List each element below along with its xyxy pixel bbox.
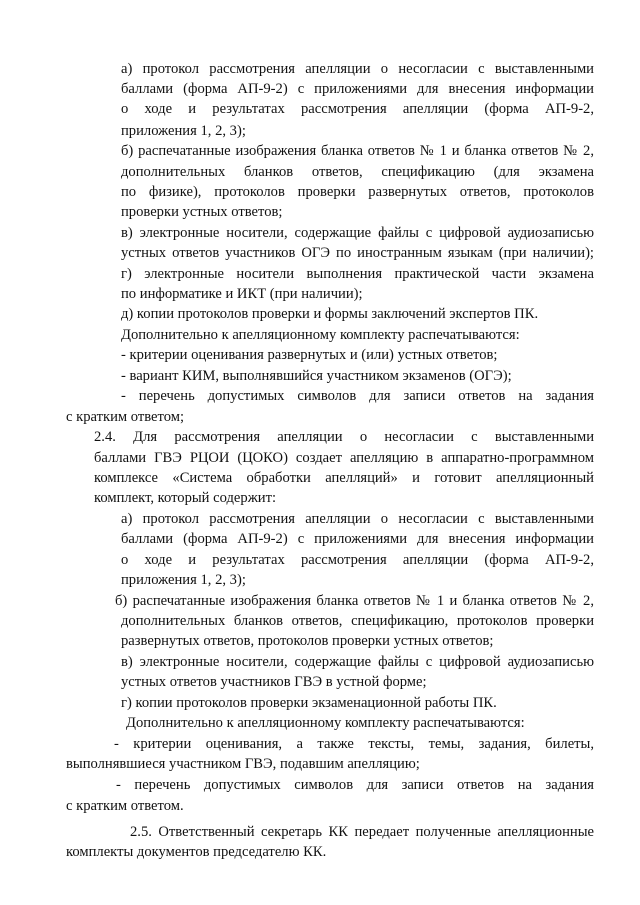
text-line: - критерии оценивания, а также тексты, темы, задания, билеты, (114, 736, 594, 752)
text-line: развернутых ответов, протоколов проверки устных ответов; (121, 633, 494, 649)
text-line: г) копии протоколов проверки экзаменационной работы ПК. (121, 695, 497, 711)
text-line: о ходе и результатах рассмотрения апелляции (форма АП-9-2, (121, 101, 594, 117)
text-line: д) копии протоколов проверки и формы заключений экспертов ПК. (121, 306, 539, 322)
text-line: комплексе «Система обработки апелляций» и готовит апелляционный (94, 470, 594, 486)
text-line: а) протокол рассмотрения апелляции о несогласии с выставленными (121, 61, 594, 77)
text-line: баллами (форма АП-9-2) с приложениями для внесения информации (121, 81, 594, 97)
text-line: приложения 1, 2, 3); (121, 123, 246, 139)
text-line: баллами (форма АП-9-2) с приложениями для внесения информации (121, 531, 594, 547)
text-line: 2.4. Для рассмотрения апелляции о несогласии с выставленными (94, 429, 594, 445)
text-line: устных ответов участников ГВЭ в устной форме; (121, 674, 427, 690)
text-line: - перечень допустимых символов для записи ответов на задания (121, 388, 594, 404)
text-line: о ходе и результатах рассмотрения апелляции (форма АП-9-2, (121, 552, 594, 568)
text-line: в) электронные носители, содержащие файлы с цифровой аудиозаписью (121, 654, 594, 670)
text-line: г) электронные носители выполнения практической части экзамена (121, 266, 594, 282)
text-line: - критерии оценивания развернутых и (или) устных ответов; (121, 347, 498, 363)
text-line: с кратким ответом. (66, 798, 184, 814)
text-line: комплект, который содержит: (94, 490, 277, 506)
text-line: устных ответов участников ОГЭ по иностранным языкам (при наличии); (121, 245, 594, 261)
text-line: а) протокол рассмотрения апелляции о несогласии с выставленными (121, 511, 594, 527)
text-line: - вариант КИМ, выполнявшийся участником экзаменов (ОГЭ); (121, 368, 512, 384)
text-line: проверки устных ответов; (121, 204, 283, 220)
text-line: приложения 1, 2, 3); (121, 572, 246, 588)
text-line: дополнительных бланков ответов, спецификацию (для экзамена (121, 164, 594, 180)
text-line: с кратким ответом; (66, 409, 185, 425)
text-line: - перечень допустимых символов для записи ответов на задания (116, 777, 594, 793)
text-line: дополнительных бланков ответов, спецификацию, протоколов проверки (121, 613, 594, 629)
text-line: в) электронные носители, содержащие файлы с цифровой аудиозаписью (121, 225, 594, 241)
text-line: баллами ГВЭ РЦОИ (ЦОКО) создает апелляцию в аппаратно-программном (94, 450, 594, 466)
text-line: б) распечатанные изображения бланка ответов № 1 и бланка ответов № 2, (121, 143, 594, 159)
text-line: 2.5. Ответственный секретарь КК передает полученные апелляционные (130, 824, 594, 840)
text-line: по информатике и ИКТ (при наличии); (121, 286, 363, 302)
text-line: б) распечатанные изображения бланка ответов № 1 и бланка ответов № 2, (115, 593, 594, 609)
text-line: комплекты документов председателю КК. (66, 844, 327, 860)
text-line: Дополнительно к апелляционному комплекту распечатываются: (121, 327, 520, 343)
text-line: Дополнительно к апелляционному комплекту распечатываются: (126, 715, 525, 731)
text-line: выполнявшиеся участником ГВЭ, подавшим апелляцию; (66, 756, 420, 772)
text-line: по физике), протоколов проверки развернутых ответов, протоколов (121, 184, 594, 200)
